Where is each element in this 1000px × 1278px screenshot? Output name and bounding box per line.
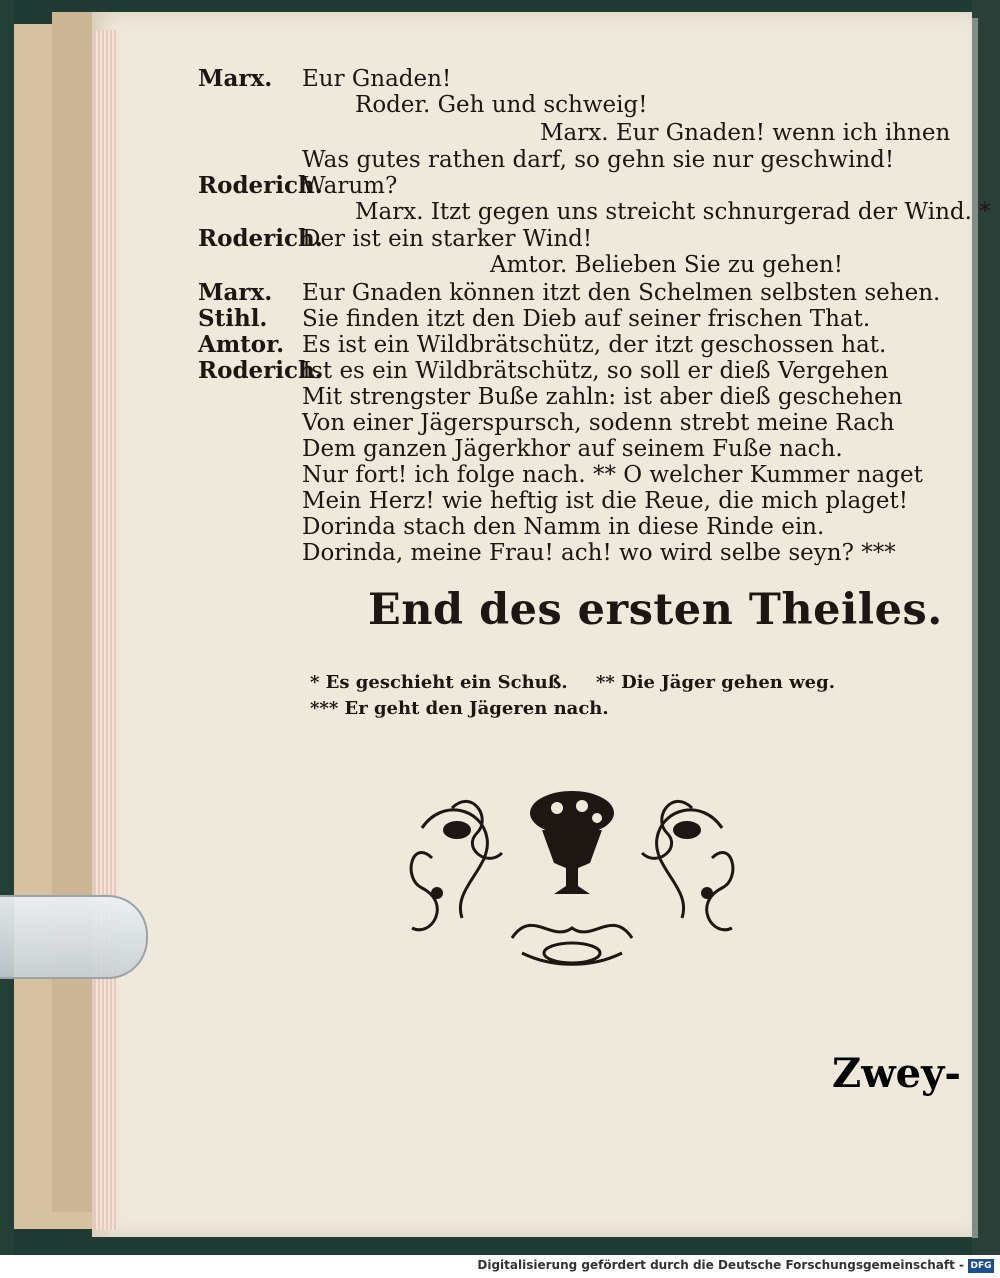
catchword: Zwey- xyxy=(832,1050,961,1097)
verse-line: Dorinda, meine Frau! ach! wo wird selbe seyn? *** xyxy=(302,540,896,566)
verse-line: Eur Gnaden können itzt den Schelmen selbsten sehen. xyxy=(302,280,941,306)
footer-credit: Digitalisierung gefördert durch die Deutsche Forschungsgemeinschaft - xyxy=(477,1258,964,1272)
verse-line: Es ist ein Wildbrätschütz, der itzt geschossen hat. xyxy=(302,332,887,358)
footnote: ** Die Jäger gehen weg. xyxy=(596,672,835,693)
verse-line: Roder. Geh und schweig! xyxy=(355,92,648,118)
footnote: * Es geschieht ein Schuß. xyxy=(310,672,568,693)
scan-background xyxy=(0,0,14,1255)
footer-bar xyxy=(0,1255,1000,1278)
speaker-label: Roderich. xyxy=(198,225,323,252)
verse-line: Eur Gnaden! xyxy=(302,66,452,92)
verse-line: Dem ganzen Jägerkhor auf seinem Fuße nach. xyxy=(302,436,843,462)
verse-line: Dorinda stach den Namm in diese Rinde ein. xyxy=(302,514,825,540)
speaker-label: Marx. xyxy=(198,279,273,306)
speaker-label: Roderich. xyxy=(198,172,323,199)
verse-line: Von einer Jägerspursch, sodenn strebt meine Rach xyxy=(302,410,895,436)
speaker-label: Amtor. xyxy=(198,331,285,358)
verse-line: Marx. Eur Gnaden! wenn ich ihnen xyxy=(540,120,951,146)
speaker-label: Roderich. xyxy=(198,357,323,384)
speaker-label: Stihl. xyxy=(198,305,268,332)
verse-line: Marx. Itzt gegen uns streicht schnurgerad der Wind. * xyxy=(355,199,991,225)
verse-line: Mein Herz! wie heftig ist die Reue, die mich plaget! xyxy=(302,488,908,514)
page-edges xyxy=(94,30,118,1230)
verse-line: Sie finden itzt den Dieb auf seiner frischen That. xyxy=(302,306,871,332)
verse-line: Mit strengster Buße zahln: ist aber dieß geschehen xyxy=(302,384,903,410)
floral-vignette-ornament xyxy=(392,768,752,973)
page-clip xyxy=(0,895,148,979)
verse-line: Der ist ein starker Wind! xyxy=(302,226,593,252)
footnote: *** Er geht den Jägeren nach. xyxy=(310,698,609,719)
verse-line: Ist es ein Wildbrätschütz, so soll er dieß Vergehen xyxy=(302,358,889,384)
section-end-title: End des ersten Theiles. xyxy=(368,585,943,635)
verse-line: Nur fort! ich folge nach. ** O welcher Kummer naget xyxy=(302,462,923,488)
verse-line: Amtor. Belieben Sie zu gehen! xyxy=(490,252,843,278)
dfg-logo: DFG xyxy=(968,1259,994,1273)
verse-line: Was gutes rathen darf, so gehn sie nur geschwind! xyxy=(302,147,895,173)
speaker-label: Marx. xyxy=(198,65,273,92)
scan-background-right xyxy=(972,0,1000,1255)
verse-line: Warum? xyxy=(302,173,398,199)
